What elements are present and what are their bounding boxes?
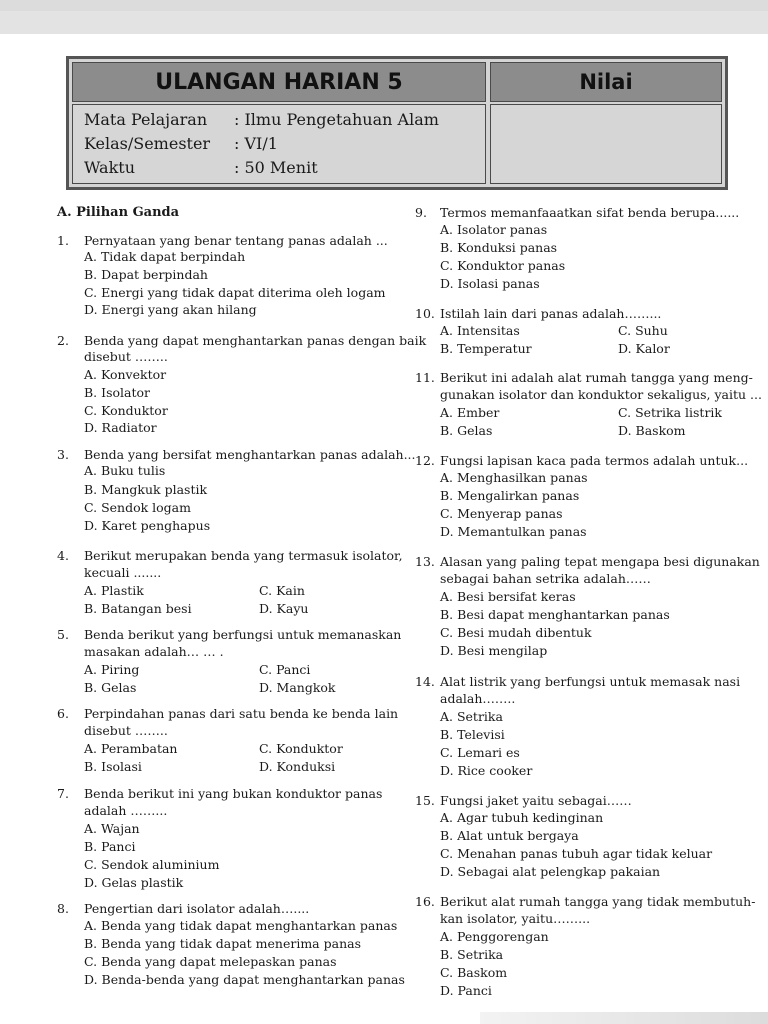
q14-number: 14. xyxy=(415,674,435,689)
info-value: : 50 Menit xyxy=(234,158,318,177)
q5-option-c: C. Panci xyxy=(259,662,311,677)
q6-option-c: C. Konduktor xyxy=(259,741,343,756)
q15-text: Fungsi jaket yaitu sebagai…… xyxy=(440,793,632,808)
q16-option-d: D. Panci xyxy=(440,983,492,998)
q2-option-b: B. Isolator xyxy=(84,385,150,400)
q4-text-line2: kecuali ....... xyxy=(84,565,162,580)
q10-option-c: C. Suhu xyxy=(618,323,668,338)
q11-number: 11. xyxy=(415,370,435,385)
q6-option-d: D. Konduksi xyxy=(259,759,336,774)
q5-option-a: A. Piring xyxy=(84,662,140,677)
q8-option-d: D. Benda-benda yang dapat menghantarkan panas xyxy=(84,972,405,987)
nilai-label: Nilai xyxy=(579,70,633,94)
q16-option-c: C. Baskom xyxy=(440,965,508,980)
info-row-class xyxy=(84,134,278,153)
q3-text: Benda yang bersifat menghantarkan panas adalah... xyxy=(84,447,416,462)
info-cell xyxy=(72,104,486,184)
q12-number: 12. xyxy=(415,453,435,468)
q3-option-b: B. Mangkuk plastik xyxy=(84,482,208,497)
q10-option-b: B. Temperatur xyxy=(440,341,532,356)
q12-option-d: D. Memantulkan panas xyxy=(440,524,587,539)
q11-option-c: C. Setrika listrik xyxy=(618,405,723,420)
q13-option-c: C. Besi mudah dibentuk xyxy=(440,625,592,640)
q8-option-a: A. Benda yang tidak dapat menghantarkan panas xyxy=(84,918,398,933)
q14-text-line2: adalah…….. xyxy=(440,691,516,706)
section-title: A. Pilihan Ganda xyxy=(57,205,180,220)
q7-option-d: D. Gelas plastik xyxy=(84,875,184,890)
q14-option-d: D. Rice cooker xyxy=(440,763,533,778)
info-value: : Ilmu Pengetahuan Alam xyxy=(234,110,439,129)
q7-option-a: A. Wajan xyxy=(84,821,140,836)
q3-number: 3. xyxy=(57,447,69,462)
q5-text-line1: Benda berikut yang berfungsi untuk memanaskan xyxy=(84,627,402,642)
q5-number: 5. xyxy=(57,627,69,642)
q6-option-a: A. Perambatan xyxy=(84,741,178,756)
q1-option-d: D. Energi yang akan hilang xyxy=(84,302,257,317)
q2-number: 2. xyxy=(57,333,69,348)
q13-number: 13. xyxy=(415,554,435,569)
q7-text-line2: adalah ……... xyxy=(84,803,168,818)
info-label: Waktu xyxy=(84,158,136,177)
header-table xyxy=(66,56,728,190)
q6-number: 6. xyxy=(57,706,69,721)
q1-option-c: C. Energi yang tidak dapat diterima oleh logam xyxy=(84,285,386,300)
info-value: : VI/1 xyxy=(234,134,278,153)
q10-option-a: A. Intensitas xyxy=(440,323,520,338)
q16-number: 16. xyxy=(415,894,435,909)
q11-option-d: D. Baskom xyxy=(618,423,686,438)
q15-option-c: C. Menahan panas tubuh agar tidak keluar xyxy=(440,846,713,861)
q10-number: 10. xyxy=(415,306,435,321)
q16-option-a: A. Penggorengan xyxy=(440,929,549,944)
score-cell xyxy=(490,104,722,184)
q13-text-line1: Alasan yang paling tepat mengapa besi digunakan xyxy=(440,554,760,569)
q7-option-b: B. Panci xyxy=(84,839,136,854)
q15-option-d: D. Sebagai alat pelengkap pakaian xyxy=(440,864,661,879)
q12-text: Fungsi lapisan kaca pada termos adalah untuk... xyxy=(440,453,749,468)
q2-text-line1: Benda yang dapat menghantarkan panas dengan baik xyxy=(84,333,427,348)
q14-option-b: B. Televisi xyxy=(440,727,505,742)
q12-option-a: A. Menghasilkan panas xyxy=(440,470,588,485)
info-label: Kelas/Semester xyxy=(84,134,211,153)
q4-number: 4. xyxy=(57,548,69,563)
q9-text: Termos memanfaaatkan sifat benda berupa...... xyxy=(440,205,740,220)
top-band-inner xyxy=(0,11,768,34)
q9-option-d: D. Isolasi panas xyxy=(440,276,540,291)
q7-text-line1: Benda berikut ini yang bukan konduktor panas xyxy=(84,786,383,801)
info-label: Mata Pelajaran xyxy=(84,110,208,129)
q16-text-line1: Berikut alat rumah tangga yang tidak membutuh- xyxy=(440,894,756,909)
q11-text-line1: Berikut ini adalah alat rumah tangga yang meng- xyxy=(440,370,753,385)
q4-option-b: B. Batangan besi xyxy=(84,601,192,616)
q8-option-c: C. Benda yang dapat melepaskan panas xyxy=(84,954,337,969)
q8-text: Pengertian dari isolator adalah….... xyxy=(84,901,310,916)
q1-option-b: B. Dapat berpindah xyxy=(84,267,208,282)
page-title: ULANGAN HARIAN 5 xyxy=(155,69,403,95)
top-band xyxy=(0,0,768,34)
q5-text-line2: masakan adalah… … . xyxy=(84,644,224,659)
q16-option-b: B. Setrika xyxy=(440,947,504,962)
q14-option-c: C. Lemari es xyxy=(440,745,520,760)
q16-text-line2: kan isolator, yaitu……... xyxy=(440,911,591,926)
title-cell xyxy=(72,62,486,102)
q6-text-line1: Perpindahan panas dari satu benda ke benda lain xyxy=(84,706,399,721)
q8-option-b: B. Benda yang tidak dapat menerima panas xyxy=(84,936,361,951)
q1-option-a: A. Tidak dapat berpindah xyxy=(84,249,246,264)
q14-text-line1: Alat listrik yang berfungsi untuk memasak nasi xyxy=(440,674,741,689)
q9-number: 9. xyxy=(415,205,427,220)
q9-option-b: B. Konduksi panas xyxy=(440,240,558,255)
q10-text: Istilah lain dari panas adalah……... xyxy=(440,306,662,321)
q4-option-c: C. Kain xyxy=(259,583,305,598)
q9-option-a: A. Isolator panas xyxy=(440,222,548,237)
q6-option-b: B. Isolasi xyxy=(84,759,142,774)
q12-option-c: C. Menyerap panas xyxy=(440,506,563,521)
q2-option-c: C. Konduktor xyxy=(84,403,168,418)
q11-option-b: B. Gelas xyxy=(440,423,493,438)
q3-option-d: D. Karet penghapus xyxy=(84,518,211,533)
nilai-cell xyxy=(490,62,722,102)
q13-option-a: A. Besi bersifat keras xyxy=(440,589,576,604)
q2-text-line2: disebut …….. xyxy=(84,349,168,364)
q4-text-line1: Berikut merupakan benda yang termasuk isolator, xyxy=(84,548,403,563)
q3-option-c: C. Sendok logam xyxy=(84,500,191,515)
info-row-time xyxy=(84,158,318,177)
q6-text-line2: disebut …….. xyxy=(84,723,168,738)
q2-option-d: D. Radiator xyxy=(84,420,157,435)
q8-number: 8. xyxy=(57,901,69,916)
q3-option-a: A. Buku tulis xyxy=(84,463,166,478)
q13-option-d: D. Besi mengilap xyxy=(440,643,548,658)
page-edge-shadow xyxy=(480,1012,768,1024)
q7-option-c: C. Sendok aluminium xyxy=(84,857,220,872)
q4-option-d: D. Kayu xyxy=(259,601,309,616)
q13-text-line2: sebagai bahan setrika adalah…… xyxy=(440,571,651,586)
q5-option-b: B. Gelas xyxy=(84,680,137,695)
q11-option-a: A. Ember xyxy=(440,405,500,420)
q15-option-b: B. Alat untuk bergaya xyxy=(440,828,579,843)
q5-option-d: D. Mangkok xyxy=(259,680,336,695)
info-row-subject xyxy=(84,110,439,129)
q7-number: 7. xyxy=(57,786,69,801)
q12-option-b: B. Mengalirkan panas xyxy=(440,488,580,503)
q1-text: Pernyataan yang benar tentang panas adalah ... xyxy=(84,233,388,248)
q9-option-c: C. Konduktor panas xyxy=(440,258,566,273)
q10-option-d: D. Kalor xyxy=(618,341,670,356)
q2-option-a: A. Konvektor xyxy=(84,367,167,382)
q15-number: 15. xyxy=(415,793,435,808)
q4-option-a: A. Plastik xyxy=(84,583,144,598)
q11-text-line2: gunakan isolator dan konduktor sekaligus, yaitu ... xyxy=(440,387,762,402)
q13-option-b: B. Besi dapat menghantarkan panas xyxy=(440,607,670,622)
q15-option-a: A. Agar tubuh kedinginan xyxy=(440,810,604,825)
q1-number: 1. xyxy=(57,233,69,248)
q14-option-a: A. Setrika xyxy=(440,709,503,724)
